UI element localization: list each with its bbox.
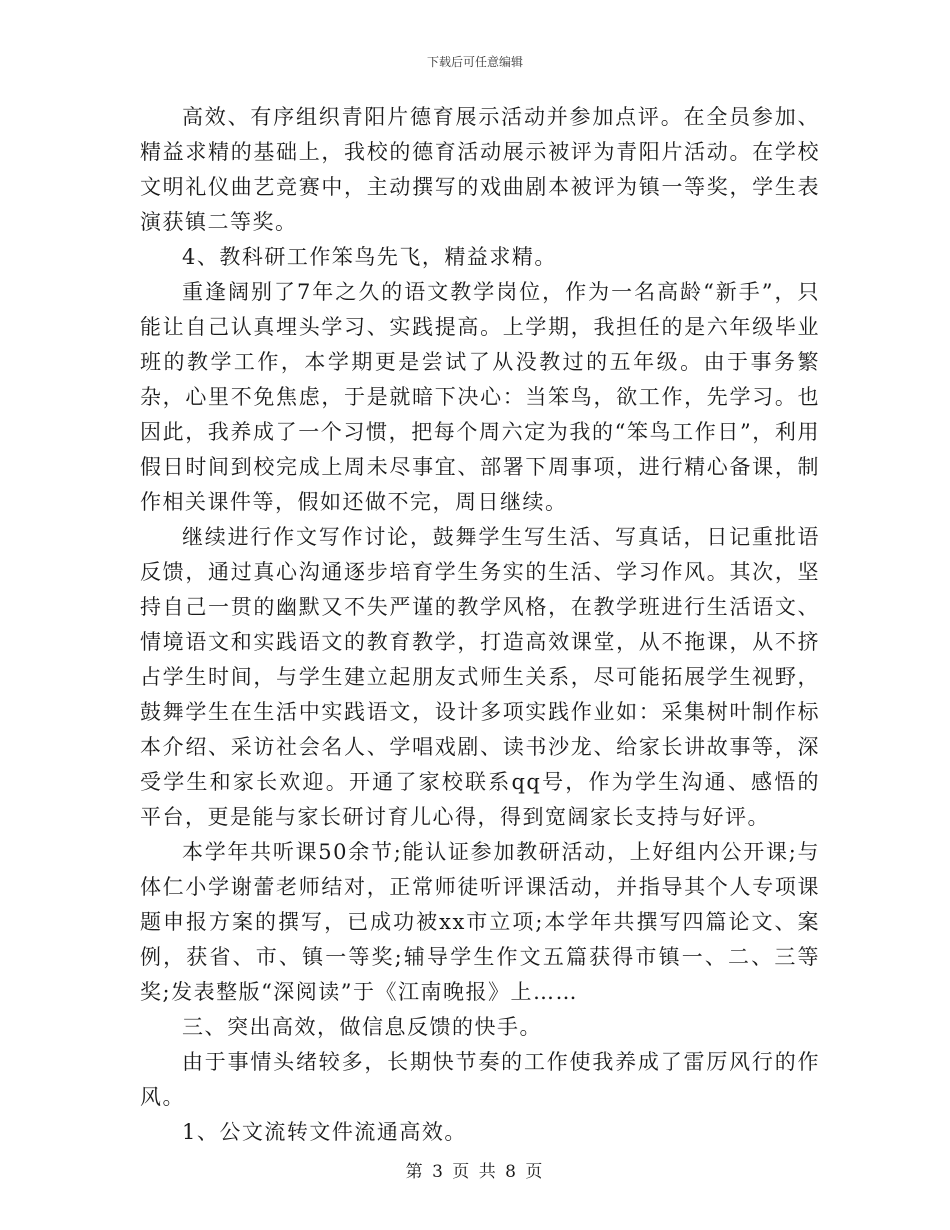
paragraph-8: 1、公文流转文件流通高效。	[182, 1120, 467, 1144]
paragraph-5: 本学年共听课50余节;能认证参加教研活动，上好组内公开课;与体仁小学谢蕾老师结对，正常师徒听评课活动，并指导其个人专项课题申报方案的撰写，已成功被xx市立项;本学年共撰写四篇论文、案例，获省、市、镇一等奖;辅导学生作文五篇获得市镇一、二、三等奖;发表整版“深阅读”于《江南晚报》上……	[140, 840, 820, 1004]
paragraph-7: 由于事情头绪较多，长期快节奏的工作使我养成了雷厉风行的作风。	[140, 1050, 820, 1109]
paragraph-3: 重逢阔别了7年之久的语文教学岗位，作为一名高龄“新手”，只能让自己认真埋头学习、实践提高。上学期，我担任的是六年级毕业班的教学工作，本学期更是尝试了从没教过的五年级。由于事务繁杂，心里不免焦虑，于是就暗下决心：当笨鸟，欲工作，先学习。也因此，我养成了一个习惯，把每个周六定为我的“笨鸟工作日”，利用假日时间到校完成上周未尽事宜、部署下周事项，进行精心备课，制作相关课件等，假如还做不完，周日继续。	[140, 280, 820, 514]
document-body	[140, 100, 820, 1150]
page-header: 下载后可任意编辑	[426, 55, 523, 69]
page-footer: 第 3 页 共 8 页	[405, 1162, 545, 1182]
paragraph-1: 高效、有序组织青阳片德育展示活动并参加点评。在全员参加、精益求精的基础上，我校的德育活动展示被评为青阳片活动。在学校文明礼仪曲艺竞赛中，主动撰写的戏曲剧本被评为镇一等奖，学生表演获镇二等奖。	[140, 105, 820, 234]
paragraph-2: 4、教科研工作笨鸟先飞，精益求精。	[182, 245, 557, 269]
paragraph-6: 三、突出高效，做信息反馈的快手。	[182, 1015, 542, 1039]
paragraph-4: 继续进行作文写作讨论，鼓舞学生写生活、写真话，日记重批语反馈，通过真心沟通逐步培育学生务实的生活、学习作风。其次，坚持自己一贯的幽默又不失严谨的教学风格，在教学班进行生活语文、情境语文和实践语文的教育教学，打造高效课堂，从不拖课，从不挤占学生时间，与学生建立起朋友式师生关系，尽可能拓展学生视野，鼓舞学生在生活中实践语文，设计多项实践作业如：采集树叶制作标本介绍、采访社会名人、学唱戏剧、读书沙龙、给家长讲故事等，深受学生和家长欢迎。开通了家校联系qq号，作为学生沟通、感悟的平台，更是能与家长研讨育儿心得，得到宽阔家长支持与好评。	[140, 525, 820, 829]
